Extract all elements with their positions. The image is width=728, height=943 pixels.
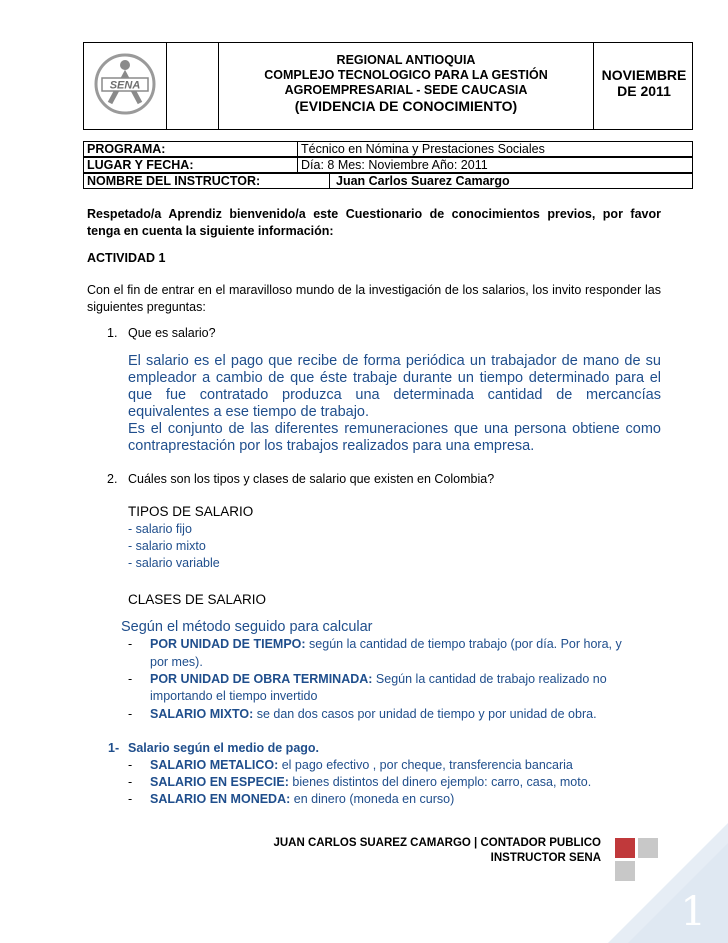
- clases-item: POR UNIDAD DE OBRA TERMINADA: Según la cantidad de trabajo realizado no: [150, 672, 607, 686]
- intro-text: Respetado/a Aprendiz bienvenido/a este Cuestionario de conocimientos previos, por favor tenga en cuenta la siguiente información:: [87, 207, 661, 238]
- tipos-item: - salario fijo: [128, 522, 192, 536]
- header-line-2: COMPLEJO TECNOLOGICO PARA LA GESTIÓN: [264, 68, 548, 82]
- answer-1-paragraph-1: El salario es el pago que recibe de forma periódica un trabajador de mano de su empleador a cambio de que éste trabaje durante un tiempo determinado para el que fue contratado produzca una determinada cantidad de mercancías equivalentes a ese tiempo de trabajo.: [128, 353, 661, 420]
- context-text: Con el fin de entrar en el maravilloso mundo de la investigación de los salarios, los invito responder las siguientes preguntas:: [87, 283, 661, 314]
- logo-text: SENA: [109, 79, 141, 92]
- header-line-4: (EVIDENCIA DE CONOCIMIENTO): [294, 98, 518, 114]
- bullet-dash: -: [128, 792, 133, 806]
- header-table: [83, 42, 693, 130]
- header-title-cell: [219, 43, 594, 129]
- header-line-3: AGROEMPRESARIAL - SEDE CAUCASIA: [284, 83, 528, 97]
- clases-item-cont: por mes).: [150, 655, 203, 669]
- medio-number: 1-: [108, 741, 120, 755]
- footer-line-1: JUAN CARLOS SUAREZ CAMARGO | CONTADOR PUBLICO: [273, 837, 601, 849]
- clases-item-cont: importando el tiempo invertido: [150, 689, 318, 703]
- bullet-dash: -: [128, 637, 133, 651]
- date-line-1: NOVIEMBRE: [601, 67, 687, 83]
- clases-metodo: Según el método seguido para calcular: [121, 619, 373, 635]
- blank-cell: [167, 43, 219, 129]
- sena-logo-icon: [94, 53, 156, 115]
- date-line-2: DE 2011: [617, 83, 671, 99]
- bullet-dash: -: [128, 758, 133, 772]
- medio-item: SALARIO METALICO: el pago efectivo , por cheque, transferencia bancaria: [150, 758, 573, 772]
- info-row-instructor: [83, 173, 693, 189]
- answer-1-paragraph-2: Es el conjunto de las diferentes remuneraciones que una persona obtiene como contraprestación por los trabajos realizados para una empresa.: [128, 421, 661, 454]
- bullet-dash: -: [128, 775, 133, 789]
- medio-title: Salario según el medio de pago.: [128, 741, 320, 755]
- info-row-lugar: [83, 157, 693, 173]
- bullet-dash: -: [128, 707, 133, 721]
- instructor-value: Juan Carlos Suarez Camargo: [336, 174, 510, 188]
- page-corner-decoration: [608, 823, 728, 943]
- page-number: 1: [680, 889, 706, 935]
- programa-value: Técnico en Nómina y Prestaciones Sociales: [301, 142, 545, 156]
- tipos-item: - salario mixto: [128, 539, 206, 553]
- q1-text: Que es salario?: [128, 326, 216, 340]
- actividad-title: ACTIVIDAD 1: [87, 251, 166, 265]
- bullet-dash: -: [128, 672, 133, 686]
- medio-item: SALARIO EN ESPECIE: bienes distintos del dinero ejemplo: carro, casa, moto.: [150, 775, 592, 789]
- lugar-label: LUGAR Y FECHA:: [87, 158, 194, 172]
- q2-number: 2.: [107, 472, 118, 486]
- clases-item: POR UNIDAD DE TIEMPO: según la cantidad de tiempo trabajo (por día. Por hora, y: [150, 637, 622, 651]
- header-line-1: REGIONAL ANTIOQUIA: [336, 53, 476, 67]
- info-row-programa: [83, 141, 693, 157]
- logo-cell: [84, 43, 167, 129]
- clases-item: SALARIO MIXTO: se dan dos casos por unidad de tiempo y por unidad de obra.: [150, 707, 597, 721]
- footer-line-2: INSTRUCTOR SENA: [490, 852, 601, 864]
- instructor-label: NOMBRE DEL INSTRUCTOR:: [87, 174, 261, 188]
- programa-label: PROGRAMA:: [87, 142, 166, 156]
- medio-item: SALARIO EN MONEDA: en dinero (moneda en curso): [150, 792, 455, 806]
- tipos-item: - salario variable: [128, 556, 220, 570]
- q1-number: 1.: [107, 326, 118, 340]
- q2-text: Cuáles son los tipos y clases de salario que existen en Colombia?: [128, 472, 495, 486]
- tipos-title: TIPOS DE SALARIO: [128, 504, 254, 519]
- header-date-cell: [594, 43, 694, 129]
- clases-title: CLASES DE SALARIO: [128, 592, 267, 607]
- lugar-value: Día: 8 Mes: Noviembre Año: 2011: [301, 158, 488, 172]
